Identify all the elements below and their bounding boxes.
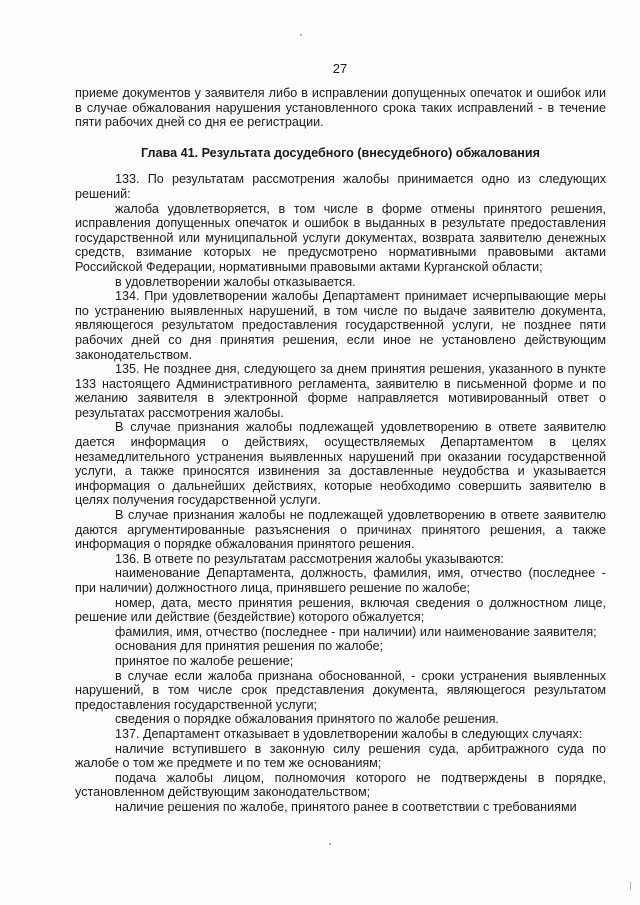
document-body [75,86,606,815]
paragraph-134: 134. При удовлетворении жалобы Департамент принимает исчерпывающие меры по устранению выявленных нарушений, в том числе по выдаче заявителю документа, являющегося результатом предоставления государственной услуги, не позднее пяти рабочих дней со дня принятия решения, если иное не установлено действующим законодательством. [75,289,606,362]
paragraph-136-item-1: наименование Департамента, должность, фамилия, имя, отчество (последнее - при наличии) должностного лица, принявшего решение по жалобе; [75,566,606,595]
paragraph-133-option-2: в удовлетворении жалобы отказывается. [115,274,356,289]
paragraph-136-item-3: фамилия, имя, отчество (последнее - при наличии) или наименование заявителя; [115,624,597,639]
chapter-title: Глава 41. Результата досудебного (внесудебного) обжалования [141,145,540,160]
paragraph-133: 133. По результатам рассмотрения жалобы принимается одно из следующих решений: [75,172,606,201]
paragraph-137-item-1: наличие вступившего в законную силу решения суда, арбитражного суда по жалобе о том же предмете и по тем же основаниям; [75,741,606,771]
paragraph-135: 135. Не позднее дня, следующего за днем принятия решения, указанного в пункте 133 настоящего Административного регламента, заявителю в письменной форме и по желанию заявителя в электронной форме направляется мотивированный ответ о результатах рассмотрения жалобы. [75,362,606,420]
paragraph-137-item-2: подача жалобы лицом, полномочия которого не подтверждены в порядке, установленном действующим законодательством; [75,770,606,800]
paragraph-136-item-5: принятое по жалобе решение; [115,653,294,668]
scan-dot-top [300,34,302,36]
paragraph-133-option-1: жалоба удовлетворяется, в том числе в форме отмены принятого решения, исправления допущенных опечаток и ошибок в выданных в результате предоставления государственной или муниципальной услуги документах, возврата заявителю денежных средств, взимание которых не предусмотрено нормативными правовыми актами Российской Федерации, нормативными правовыми актами Курганской области; [75,201,606,274]
paragraph-136-item-2: номер, дата, место принятия решения, включая сведения о должностном лице, решение или действие (бездействие) которого обжалуется; [75,595,606,625]
page-number: 27 [332,61,348,76]
paragraph-136-item-6: в случае если жалоба признана обоснованной, - сроки устранения выявленных нарушений, в том числе срок представления документа, являющегося результатом предоставления государственной услуги; [75,668,606,712]
intro-paragraph: приеме документов у заявителя либо в исправлении допущенных опечаток и ошибок или в случае обжалования нарушения установленного срока таких исправлений - в течение пяти рабочих дней со дня ее регистрации. [75,86,606,130]
paragraph-135-rejected: В случае признания жалобы не подлежащей удовлетворению в ответе заявителю даются аргументированные разъяснения о причинах принятого решения, а также информация о порядке обжалования принятого решения. [75,508,606,552]
paragraph-135-satisfied: В случае признания жалобы подлежащей удовлетворению в ответе заявителю дается информация о действиях, осуществляемых Департаментом в целях незамедлительного устранения выявленных нарушений при оказании государственной услуги, а также приносятся извинения за доставленные неудобства и указывается информация о дальнейших действиях, которые необходимо совершить заявителю в целях получения государственной услуги. [75,420,606,508]
scan-edge-mark [630,882,631,890]
paragraph-137-item-3: наличие решения по жалобе, принятого ранее в соответствии с требованиями [115,799,577,814]
paragraph-136-item-4: основания для принятия решения по жалобе; [115,639,384,654]
paragraph-136: 136. В ответе по результатам рассмотрения жалобы указываются: [115,551,504,566]
paragraph-136-item-7: сведения о порядке обжалования принятого по жалобе решения. [115,712,499,727]
paragraph-137: 137. Департамент отказывает в удовлетворении жалобы в следующих случаях: [115,726,583,741]
scan-dot-bottom [329,843,331,845]
